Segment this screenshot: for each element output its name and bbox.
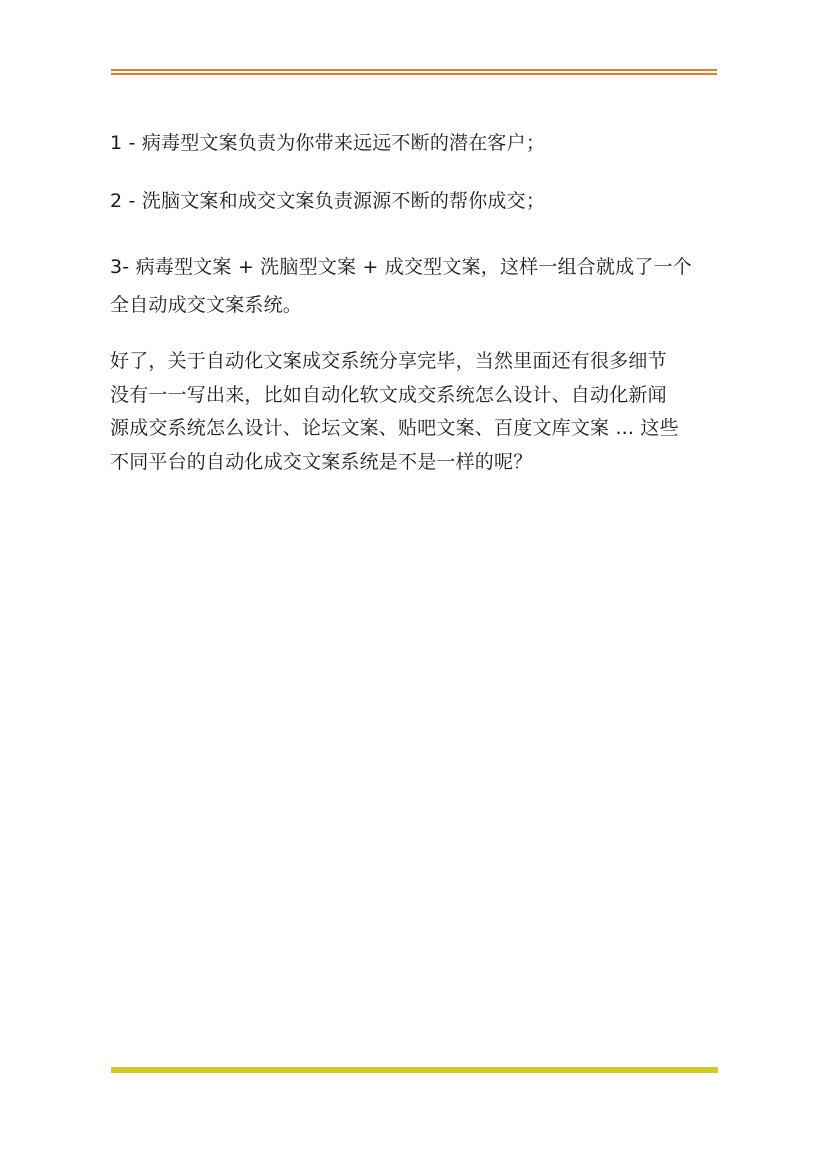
header-divider — [111, 69, 717, 76]
header-divider-line-bottom — [111, 73, 717, 75]
paragraph-line: 3- 病毒型文案 + 洗脑型文案 + 成交型文案，这样一组合就成了一个 — [110, 256, 692, 278]
paragraph-line: 1 - 病毒型文案负责为你带来远远不断的潜在客户； — [110, 132, 546, 154]
paragraph-line: 好了，关于自动化文案成交系统分享完毕，当然里面还有很多细节 — [110, 350, 667, 372]
paragraph-3 — [110, 248, 750, 324]
paragraph-line: 全自动成交文案系统。 — [110, 294, 303, 316]
paragraph-1 — [110, 128, 545, 159]
paragraph-4 — [110, 345, 750, 480]
paragraph-line: 不同平台的自动化成交文案系统是不是一样的呢？ — [110, 451, 533, 474]
footer-divider — [111, 1067, 718, 1073]
header-divider-line-top — [111, 69, 717, 71]
paragraph-line: 2 - 洗脑文案和成交文案负责源源不断的帮你成交； — [110, 190, 546, 212]
paragraph-line: 没有一一写出来，比如自动化软文成交系统怎么设计、自动化新闻 — [110, 383, 667, 406]
paragraph-2 — [110, 186, 545, 217]
paragraph-line: 源成交系统怎么设计、论坛文案、贴吧文案、百度文库文案 ... 这些 — [110, 417, 679, 440]
